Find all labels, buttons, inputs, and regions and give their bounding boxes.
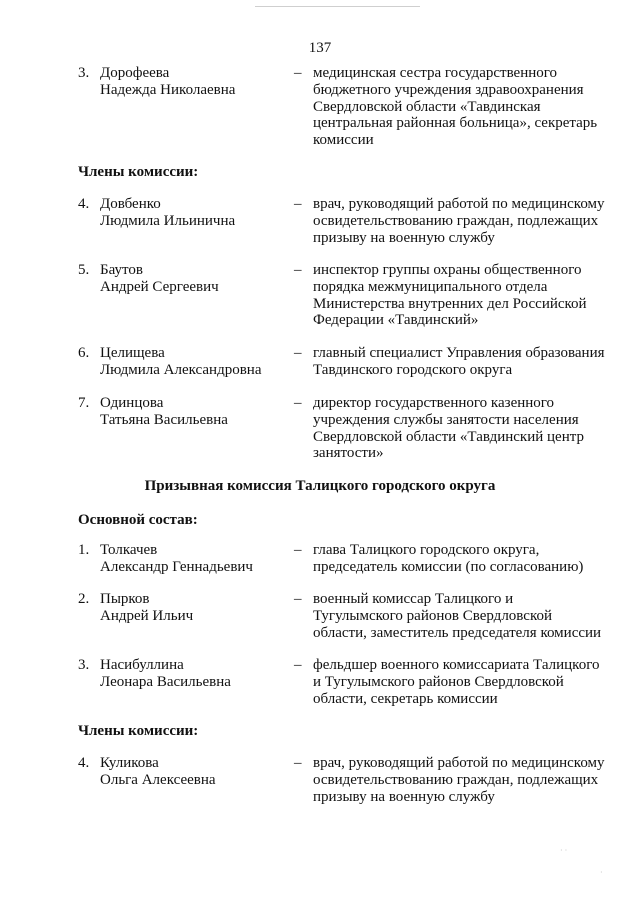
- member-position: директор государственного казенного учреждения службы занятости населения Свердловской области «Тавдинский центр занятости»: [313, 395, 584, 462]
- member-name: Дорофеева Надежда Николаевна: [100, 65, 236, 98]
- dash: –: [294, 196, 302, 212]
- dash: –: [294, 755, 302, 771]
- commission-title: Призывная комиссия Талицкого городского округа: [144, 478, 496, 494]
- dash: –: [294, 262, 302, 278]
- item-number: 7.: [78, 395, 90, 411]
- section-heading-members: Члены комиссии:: [78, 164, 199, 180]
- dash: –: [294, 65, 302, 81]
- member-name: Пырков Андрей Ильич: [100, 591, 194, 624]
- member-name: Одинцова Татьяна Васильевна: [100, 395, 228, 428]
- member-name: Целищева Людмила Александровна: [100, 345, 262, 378]
- dash: –: [294, 657, 302, 673]
- item-number: 1.: [78, 542, 90, 558]
- section-heading-members: Члены комиссии:: [78, 723, 199, 739]
- scan-speck: ·: [600, 868, 603, 877]
- item-number: 3.: [78, 65, 90, 81]
- member-position: инспектор группы охраны общественного порядка межмуниципального отдела Министерства внутренних дел Российской Федерации «Тавдинский»: [313, 262, 587, 329]
- member-position: военный комиссар Талицкого и Тугулымского районов Свердловской области, заместитель председателя комиссии: [313, 591, 602, 641]
- member-position: врач, руководящий работой по медицинскому освидетельствованию граждан, подлежащих призыву на военную службу: [313, 196, 605, 246]
- item-number: 4.: [78, 196, 90, 212]
- member-name: Довбенко Людмила Ильинична: [100, 196, 236, 229]
- dash: –: [294, 395, 302, 411]
- member-name: Баутов Андрей Сергеевич: [100, 262, 219, 295]
- member-position: медицинская сестра государственного бюджетного учреждения здравоохранения Свердловской области «Тавдинская центральная районная больница», секретарь комиссии: [313, 65, 598, 149]
- item-number: 6.: [78, 345, 90, 361]
- item-number: 4.: [78, 755, 90, 771]
- item-number: 2.: [78, 591, 90, 607]
- item-number: 3.: [78, 657, 90, 673]
- member-position: врач, руководящий работой по медицинскому освидетельствованию граждан, подлежащих призыву на военную службу: [313, 755, 605, 805]
- member-name: Куликова Ольга Алексеевна: [100, 755, 216, 788]
- member-position: глава Талицкого городского округа, председатель комиссии (по согласованию): [313, 542, 584, 575]
- dash: –: [294, 345, 302, 361]
- dash: –: [294, 591, 302, 607]
- item-number: 5.: [78, 262, 90, 278]
- member-position: фельдшер военного комиссариата Талицкого и Тугулымского районов Свердловской области, секретарь комиссии: [313, 657, 600, 707]
- scan-top-rule: [255, 6, 420, 7]
- section-heading-main-composition: Основной состав:: [78, 512, 198, 528]
- dash: –: [294, 542, 302, 558]
- member-name: Насибуллина Леонара Васильевна: [100, 657, 231, 690]
- member-position: главный специалист Управления образования Тавдинского городского округа: [313, 345, 605, 378]
- scan-speck: · ·: [560, 846, 568, 855]
- page-number: 137: [308, 40, 332, 56]
- member-name: Толкачев Александр Геннадьевич: [100, 542, 253, 575]
